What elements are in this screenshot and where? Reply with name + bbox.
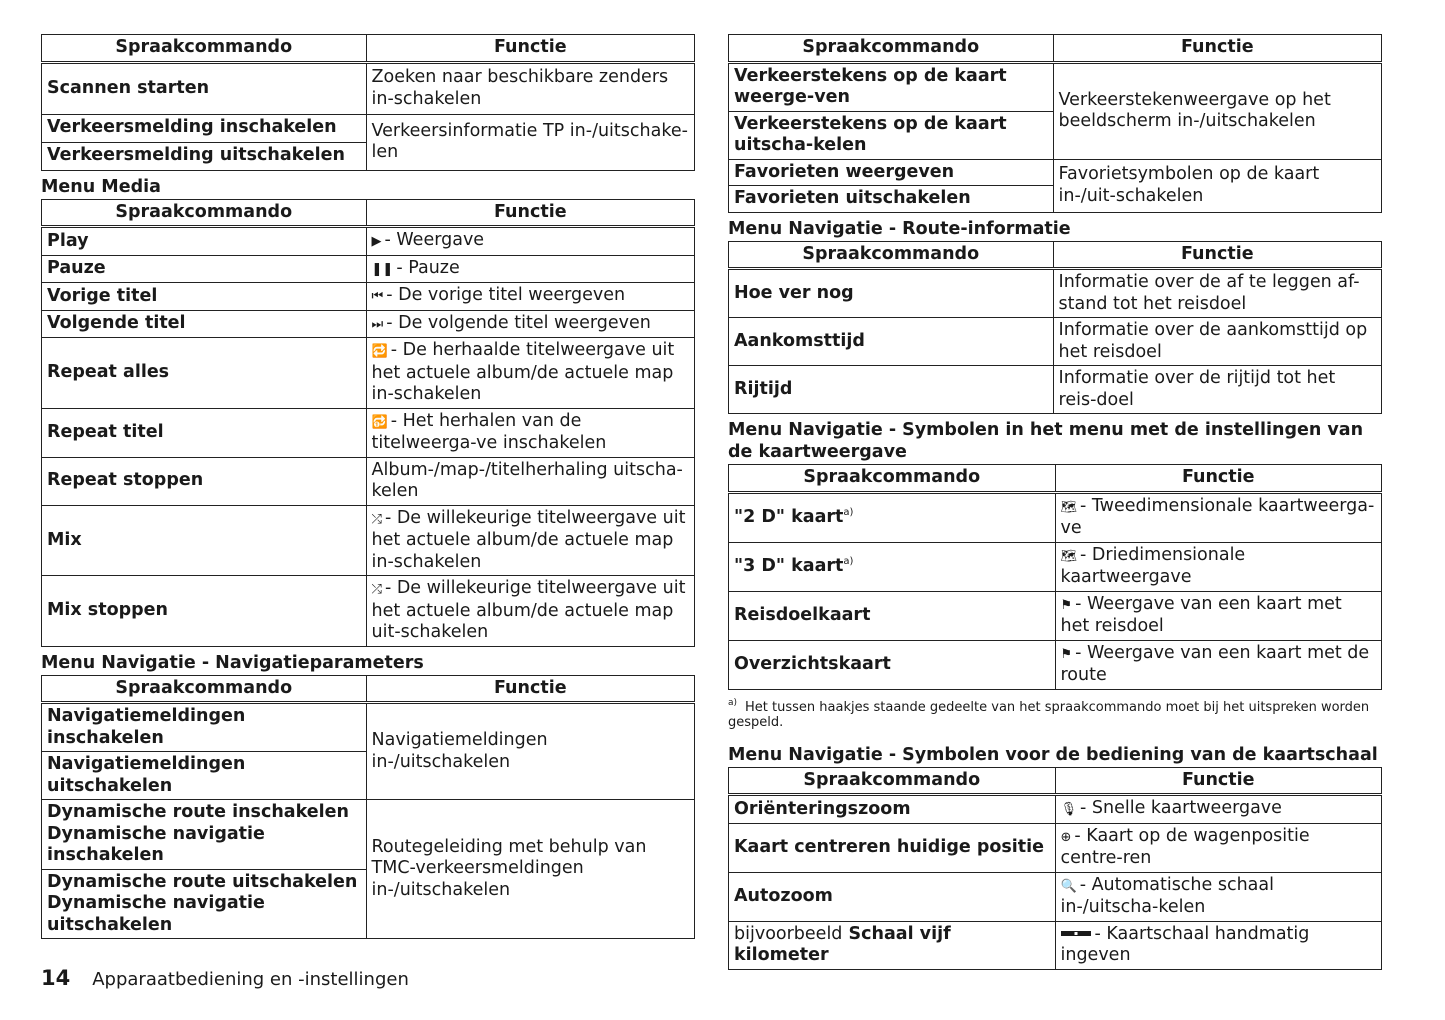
- autozoom-icon: 🔍: [1060, 878, 1077, 894]
- header-function: Functie: [366, 199, 694, 227]
- function-text: - Het herhalen van de titelweerga-ve inschakelen: [371, 410, 607, 453]
- header-function: Functie: [1055, 465, 1382, 493]
- command-cell: Pauze: [42, 255, 367, 283]
- command-cell: [42, 869, 367, 939]
- function-text: - Weergave van een kaart met de route: [1060, 642, 1370, 685]
- command-text: "2 D" kaart: [734, 506, 844, 527]
- command-line: Dynamische route inschakelen: [47, 802, 349, 822]
- command-text: Schaal vijf kilometer: [734, 923, 951, 965]
- function-cell: [366, 310, 694, 338]
- section-title-map-scale: Menu Navigatie - Symbolen voor de bediening van de kaartschaal: [728, 744, 1378, 765]
- function-text: - Weergave: [384, 230, 485, 250]
- routeinfo-command-table: [728, 241, 1382, 415]
- map-scale-command-table: [728, 767, 1382, 970]
- header-command: Spraakcommando: [42, 675, 367, 703]
- function-text: - De herhaalde titelweergave uit het actuele album/de actuele map in-schakelen: [371, 340, 675, 404]
- scale-bar-icon: [1061, 931, 1091, 936]
- command-text: "3 D" kaart: [734, 555, 844, 576]
- left-column: [41, 34, 695, 939]
- command-cell: Vorige titel: [42, 283, 367, 311]
- play-icon: ▶: [371, 234, 382, 249]
- command-cell: Reisdoelkaart: [729, 591, 1056, 640]
- overview-map-icon: ⚑: [1060, 646, 1073, 662]
- header-function: Functie: [1053, 241, 1381, 269]
- function-text: - De willekeurige titelweergave uit het actuele album/de actuele map uit-schakelen: [371, 578, 686, 642]
- footnote-ref: a): [843, 506, 854, 518]
- command-cell: Navigatiemeldingen inschakelen: [42, 703, 367, 752]
- function-text: - Weergave van een kaart met het reisdoel: [1060, 593, 1342, 636]
- function-cell: [1055, 872, 1382, 921]
- command-cell: Mix: [42, 505, 367, 576]
- command-cell: Play: [42, 227, 367, 256]
- footnote-ref: a): [843, 555, 854, 567]
- command-cell: Mix stoppen: [42, 576, 367, 647]
- command-cell: [42, 800, 367, 870]
- function-cell: Informatie over de af te leggen af-stand tot het reisdoel: [1053, 269, 1381, 318]
- previous-track-icon: ⏮: [371, 289, 384, 304]
- destination-map-icon: ⚑: [1060, 597, 1073, 613]
- orientation-zoom-icon: 🎙: [1060, 802, 1078, 817]
- function-cell: [1055, 640, 1382, 689]
- command-cell: Scannen starten: [42, 62, 367, 114]
- media-command-table: [41, 199, 695, 647]
- function-cell: [366, 227, 694, 256]
- command-cell: Overzichtskaart: [729, 640, 1056, 689]
- function-cell: [1055, 795, 1382, 824]
- section-title-map-symbols: Menu Navigatie - Symbolen in het menu met de instellingen van de kaartweergave: [728, 420, 1364, 462]
- function-text: - Pauze: [396, 257, 460, 278]
- command-prefix: bijvoorbeeld: [734, 923, 843, 944]
- function-text: - Kaart op de wagenpositie centre-ren: [1060, 825, 1310, 868]
- command-line: Dynamische navigatie inschakelen: [47, 823, 265, 865]
- command-line: Dynamische navigatie uitschakelen: [47, 893, 265, 935]
- chapter-title: Apparaatbediening en -instellingen: [92, 969, 409, 990]
- command-cell: [729, 921, 1056, 969]
- command-cell: Rijtijd: [729, 366, 1054, 414]
- function-cell: [366, 283, 694, 311]
- traffic-sign-command-table: [728, 34, 1382, 213]
- function-text: - Kaartschaal handmatig ingeven: [1060, 923, 1310, 965]
- function-cell: Verkeersinformatie TP in-/uitschake-len: [366, 114, 694, 170]
- header-command: Spraakcommando: [42, 35, 367, 63]
- function-text: - Tweedimensionale kaartweerga-ve: [1060, 495, 1375, 538]
- function-text: - Snelle kaartweergave: [1080, 798, 1282, 818]
- command-cell: Repeat alles: [42, 338, 367, 409]
- function-text: - Automatische schaal in-/uitscha-kelen: [1060, 874, 1274, 917]
- repeat-track-icon: 🔂: [371, 414, 388, 430]
- function-cell: [1055, 921, 1382, 969]
- header-command: Spraakcommando: [42, 199, 367, 227]
- section-title-routeinfo: Menu Navigatie - Route-informatie: [728, 218, 1071, 239]
- function-cell: [366, 255, 694, 283]
- function-cell: Informatie over de rijtijd tot het reis-doel: [1053, 366, 1381, 414]
- function-cell: Navigatiemeldingen in-/uitschakelen: [366, 703, 694, 800]
- repeat-all-icon: 🔁: [371, 344, 388, 359]
- shuffle-off-icon: ⤮: [371, 582, 382, 597]
- command-cell: Repeat stoppen: [42, 457, 367, 505]
- header-command: Spraakcommando: [729, 241, 1054, 269]
- command-cell: [729, 492, 1056, 542]
- page-number: 14: [41, 966, 71, 990]
- function-cell: [366, 408, 694, 457]
- command-cell: Favorieten uitschakelen: [729, 186, 1054, 213]
- function-text: - De vorige titel weergeven: [386, 285, 626, 305]
- right-column: [728, 34, 1382, 970]
- radio-command-table: [41, 34, 695, 171]
- function-cell: Album-/map-/titelherhaling uitscha-kelen: [366, 457, 694, 505]
- next-track-icon: ⏭: [371, 316, 384, 332]
- command-cell: Repeat titel: [42, 408, 367, 457]
- map-2d-icon: 🗺: [1060, 499, 1078, 515]
- command-cell: Kaart centreren huidige positie: [729, 823, 1056, 872]
- footnote-mark: a): [728, 698, 738, 709]
- section-title-media: Menu Media: [41, 176, 161, 197]
- command-cell: Verkeersmelding uitschakelen: [42, 142, 367, 170]
- header-function: Functie: [1055, 767, 1382, 795]
- header-command: Spraakcommando: [729, 767, 1056, 795]
- function-cell: [1055, 591, 1382, 640]
- command-cell: Hoe ver nog: [729, 269, 1054, 318]
- map-symbols-command-table: [728, 464, 1382, 690]
- pause-icon: ❚❚: [371, 261, 394, 277]
- command-cell: Favorieten weergeven: [729, 159, 1054, 186]
- command-cell: Verkeersmelding inschakelen: [42, 114, 367, 142]
- function-cell: Zoeken naar beschikbare zenders in-schakelen: [366, 62, 694, 114]
- function-text: - De willekeurige titelweergave uit het actuele album/de actuele map in-schakelen: [371, 507, 686, 572]
- function-cell: [1055, 492, 1382, 542]
- command-line: Dynamische route uitschakelen: [47, 871, 358, 892]
- function-cell: [1055, 823, 1382, 872]
- function-cell: [366, 505, 694, 576]
- function-text: - Driedimensionale kaartweergave: [1060, 544, 1246, 587]
- command-cell: Autozoom: [729, 872, 1056, 921]
- header-command: Spraakcommando: [729, 35, 1054, 63]
- header-function: Functie: [366, 675, 694, 703]
- function-text: - De volgende titel weergeven: [386, 312, 651, 333]
- function-cell: Verkeerstekenweergave op het beeldscherm in-/uitschakelen: [1053, 62, 1381, 159]
- command-cell: Verkeerstekens op de kaart uitscha-kelen: [729, 111, 1054, 159]
- command-cell: Volgende titel: [42, 310, 367, 338]
- footnote-text: Het tussen haakjes staande gedeelte van het spraakcommando moet bij het uitspreken worden gespeld.: [728, 699, 1370, 730]
- function-cell: [366, 576, 694, 647]
- navparams-command-table: [41, 675, 695, 940]
- command-cell: Oriënteringszoom: [729, 795, 1056, 824]
- command-cell: Verkeerstekens op de kaart weerge-ven: [729, 62, 1054, 111]
- function-cell: [1055, 542, 1382, 591]
- center-position-icon: ⊕: [1060, 829, 1072, 845]
- function-cell: [366, 338, 694, 409]
- header-function: Functie: [366, 35, 694, 63]
- shuffle-icon: ⤮: [371, 511, 382, 527]
- header-command: Spraakcommando: [729, 465, 1056, 493]
- header-function: Functie: [1053, 35, 1381, 63]
- function-cell: Informatie over de aankomsttijd op het reisdoel: [1053, 318, 1381, 366]
- command-cell: Aankomsttijd: [729, 318, 1054, 366]
- command-cell: Navigatiemeldingen uitschakelen: [42, 752, 367, 800]
- map-3d-icon: 🗺: [1060, 548, 1078, 564]
- section-title-navparams: Menu Navigatie - Navigatieparameters: [41, 652, 424, 673]
- page-footer: [41, 966, 409, 990]
- command-cell: [729, 542, 1056, 591]
- function-cell: Favorietsymbolen op de kaart in-/uit-schakelen: [1053, 159, 1381, 212]
- footnote: [728, 700, 1382, 730]
- function-cell: Routegeleiding met behulp van TMC-verkeersmeldingen in-/uitschakelen: [366, 800, 694, 939]
